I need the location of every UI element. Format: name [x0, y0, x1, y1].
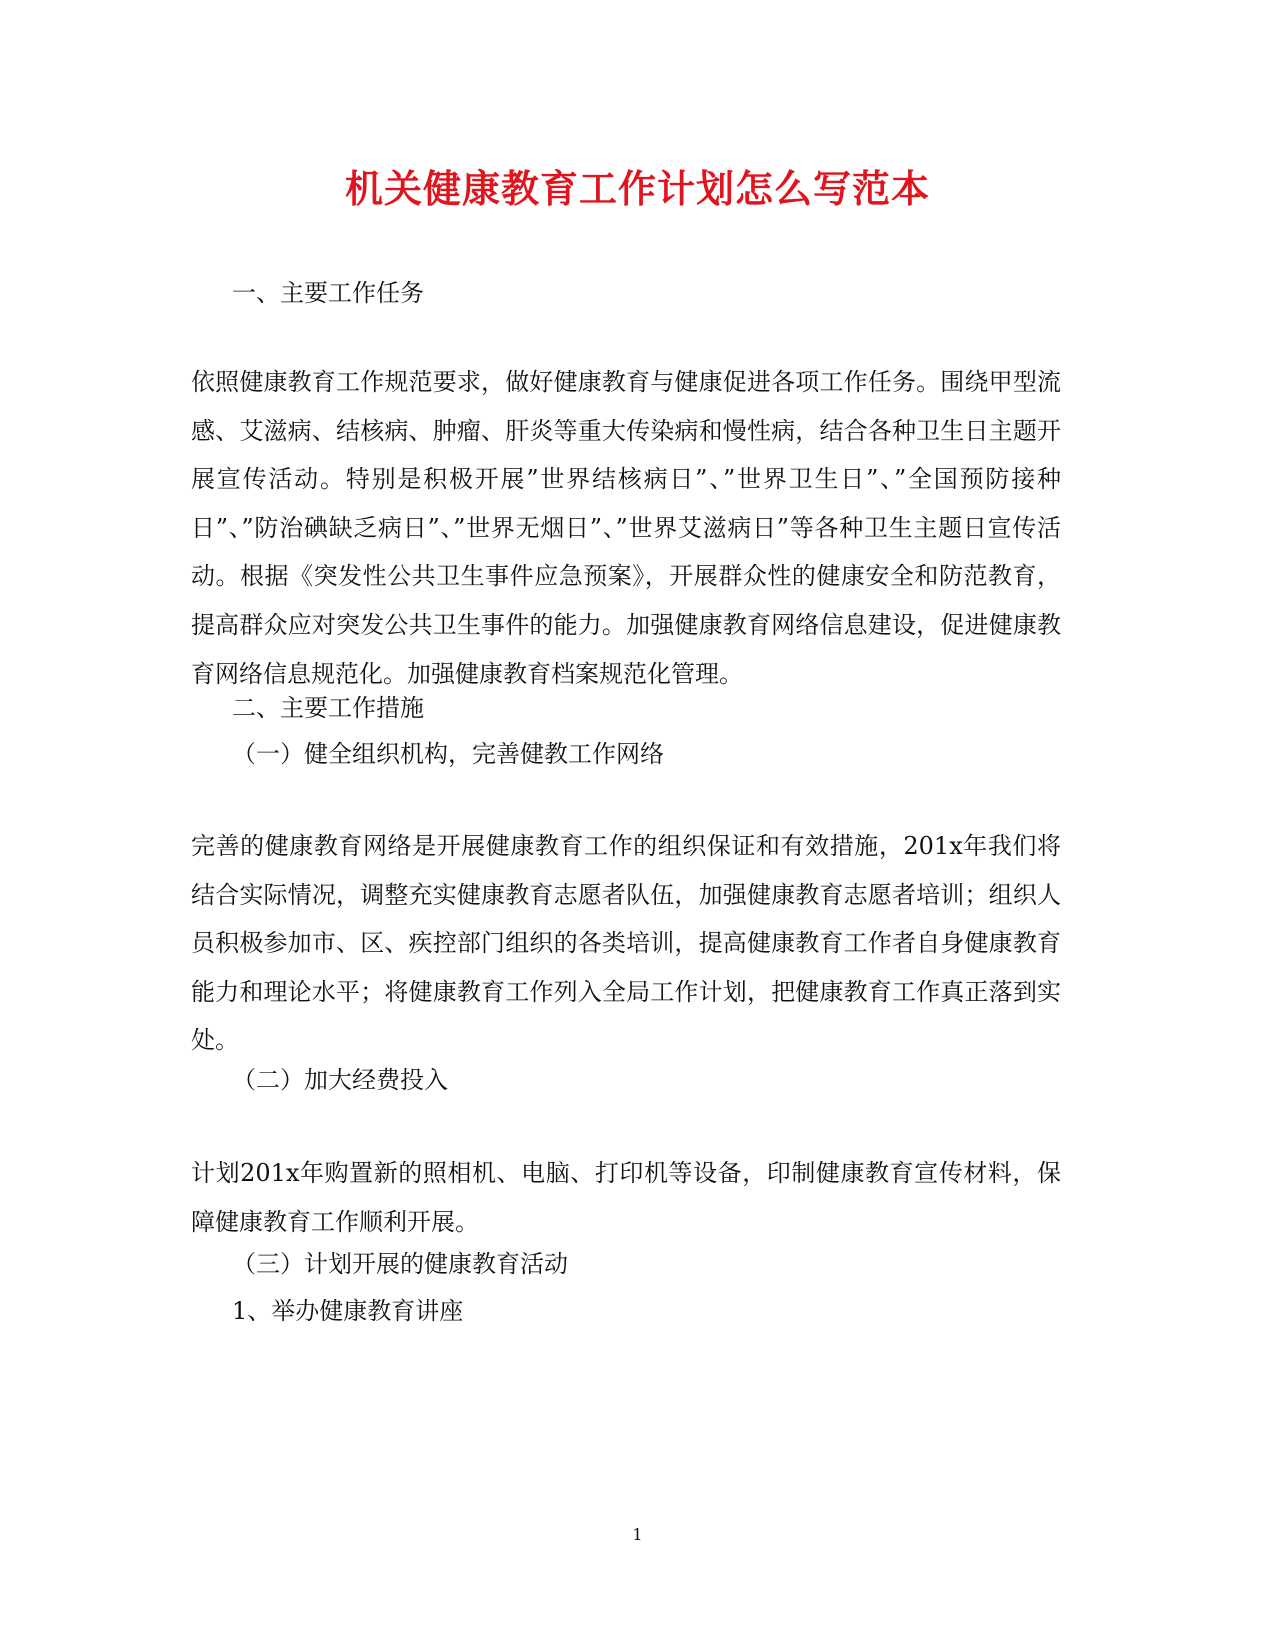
section-heading-2: 二、主要工作措施 — [232, 694, 424, 722]
subheading-organization: （一）健全组织机构，完善健教工作网络 — [232, 740, 664, 768]
paragraph-main-tasks: 依照健康教育工作规范要求，做好健康教育与健康促进各项工作任务。围绕甲型流感、艾滋病、结核病、肿瘤、肝炎等重大传染病和慢性病，结合各种卫生日主题开展宣传活动。特别是积极开展”世界结核病日”、”世界卫生日”、”全国预防接种日”、”防治碘缺乏病日”、”世界无烟日”、”世界艾滋病日”等各种卫生主题日宣传活动。根据《突发性公共卫生事件应急预案》，开展群众性的健康安全和防范教育，提高群众应对突发公共卫生事件的能力。加强健康教育网络信息建设，促进健康教育网络信息规范化。加强健康教育档案规范化管理。 — [191, 368, 1061, 688]
document-title: 机关健康教育工作计划怎么写范本 — [344, 166, 930, 211]
paragraph-organization: 完善的健康教育网络是开展健康教育工作的组织保证和有效措施，201x年我们将结合实际情况，调整充实健康教育志愿者队伍，加强健康教育志愿者培训；组织人员积极参加市、区、疾控部门组织的各类培训，提高健康教育工作者自身健康教育能力和理论水平；将健康教育工作列入全局工作计划，把健康教育工作真正落到实处。 — [191, 832, 1061, 1055]
page-number: 1 — [632, 1525, 643, 1544]
subheading-activities: （三）计划开展的健康教育活动 — [232, 1250, 568, 1278]
list-item-lectures: 1、举办健康教育讲座 — [232, 1297, 464, 1325]
section-heading-1: 一、主要工作任务 — [232, 279, 424, 307]
subheading-funding: （二）加大经费投入 — [232, 1066, 448, 1094]
paragraph-funding: 计划201x年购置新的照相机、电脑、打印机等设备，印制健康教育宣传材料，保障健康教育工作顺利开展。 — [191, 1159, 1061, 1236]
